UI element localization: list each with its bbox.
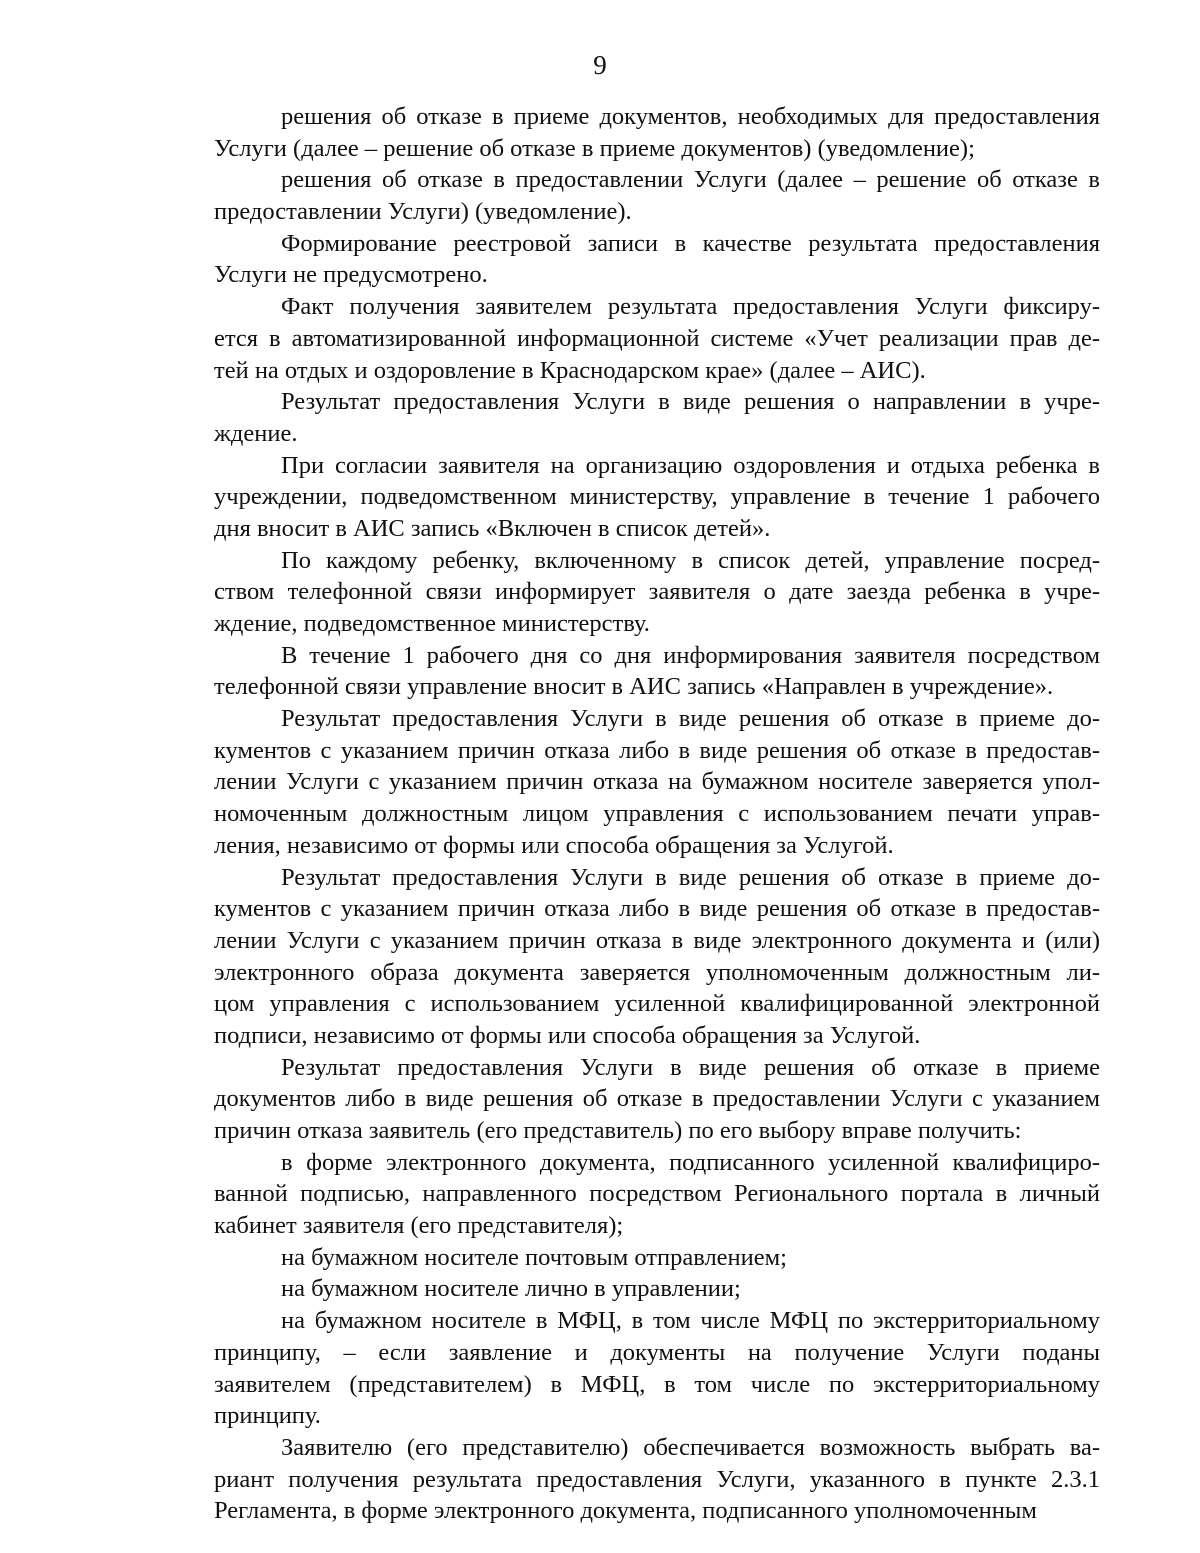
paragraph — [214, 101, 1100, 164]
text-line: риант получения результата предоставления Услуги, указанного в пункте 2.3.1 — [214, 1465, 1100, 1493]
text-line: В течение 1 рабочего дня со дня информирования заявителя посредством — [281, 641, 1100, 669]
text-line: цом управления с использованием усиленной квалифицированной электронной — [214, 990, 1100, 1018]
text-line: дня вносит в АИС запись «Включен в список детей». — [214, 514, 771, 542]
text-line: Результат предоставления Услуги в виде решения об отказе в приеме до- — [281, 705, 1100, 733]
text-line: принципу. — [214, 1402, 321, 1430]
document-body — [214, 101, 1100, 1527]
paragraph — [214, 545, 1100, 640]
text-line: документов либо в виде решения об отказе в предоставлении Услуги с указанием — [214, 1085, 1100, 1113]
text-line: кументов с указанием причин отказа либо в виде решения об отказе в предостав- — [214, 895, 1100, 923]
text-line: ления, независимо от формы или способа обращения за Услугой. — [214, 831, 894, 859]
text-line: в форме электронного документа, подписанного усиленной квалифициро- — [281, 1148, 1100, 1176]
text-line: Результат предоставления Услуги в виде решения об отказе в приеме до- — [281, 863, 1100, 891]
text-line: Услуги не предусмотрено. — [214, 261, 488, 289]
text-line: решения об отказе в приеме документов, необходимых для предоставления — [281, 103, 1100, 130]
text-line: кабинет заявителя (его представителя); — [214, 1212, 624, 1240]
text-line: телефонной связи управление вносит в АИС запись «Направлен в учреждение». — [214, 673, 1054, 701]
text-line: предоставлении Услуги) (уведомление). — [214, 198, 632, 226]
paragraph — [214, 1432, 1100, 1527]
text-line: кументов с указанием причин отказа либо в виде решения об отказе в предостав- — [214, 736, 1100, 764]
text-line: По каждому ребенку, включенному в список детей, управление посред- — [281, 546, 1100, 574]
text-line: ванной подписью, направленного посредством Регионального портала в личный — [214, 1180, 1100, 1208]
text-line: электронного образа документа заверяется уполномоченным должностным ли- — [214, 958, 1100, 986]
text-line: Факт получения заявителем результата предоставления Услуги фиксиру- — [281, 293, 1100, 321]
paragraph — [214, 386, 1100, 449]
text-line: на бумажном носителе лично в управлении; — [281, 1275, 741, 1303]
paragraph — [214, 1147, 1100, 1242]
text-line: на бумажном носителе в МФЦ, в том числе МФЦ по экстерриториальному — [281, 1307, 1100, 1335]
text-line: на бумажном носителе почтовым отправлением; — [281, 1243, 787, 1271]
paragraph — [214, 450, 1100, 545]
text-line: Формирование реестровой записи в качестве результата предоставления — [281, 229, 1100, 257]
paragraph — [214, 1305, 1100, 1432]
text-line: заявителем (представителем) в МФЦ, в том числе по экстерриториальному — [214, 1370, 1100, 1398]
paragraph — [214, 1242, 1100, 1274]
text-line: Заявителю (его представителю) обеспечивается возможность выбрать ва- — [281, 1433, 1100, 1461]
text-line: Услуги (далее – решение об отказе в приеме документов) (уведомление); — [214, 134, 975, 162]
text-line: номоченным должностным лицом управления с использованием печати управ- — [214, 800, 1100, 828]
paragraph — [214, 640, 1100, 703]
text-line: ждение, подведомственное министерству. — [214, 610, 650, 637]
text-line: учреждении, подведомственном министерству, управление в течение 1 рабочего — [214, 483, 1100, 511]
text-line: лении Услуги с указанием причин отказа в виде электронного документа и (или) — [214, 926, 1100, 954]
text-line: лении Услуги с указанием причин отказа на бумажном носителе заверяется упол- — [214, 768, 1100, 796]
paragraph — [214, 164, 1100, 227]
text-line: Регламента, в форме электронного документа, подписанного уполномоченным — [214, 1497, 1037, 1525]
paragraph — [214, 703, 1100, 861]
text-line: Результат предоставления Услуги в виде решения о направлении в учре- — [281, 388, 1100, 416]
paragraph — [214, 228, 1100, 291]
page-number: 9 — [593, 50, 607, 80]
text-line: принципу, – если заявление и документы на получение Услуги поданы — [214, 1338, 1100, 1366]
text-line: подписи, независимо от формы или способа обращения за Услугой. — [214, 1021, 921, 1049]
text-line: тей на отдых и оздоровление в Краснодарском крае» (далее – АИС). — [214, 356, 926, 384]
paragraph — [214, 1273, 1100, 1305]
text-line: причин отказа заявитель (его представитель) по его выбору вправе получить: — [214, 1117, 1022, 1144]
text-line: ется в автоматизированной информационной системе «Учет реализации прав де- — [214, 324, 1100, 352]
paragraph — [214, 862, 1100, 1052]
text-line: решения об отказе в предоставлении Услуги (далее – решение об отказе в — [281, 166, 1100, 194]
text-line: ством телефонной связи информирует заявителя о дате заезда ребенка в учре- — [214, 578, 1100, 606]
text-line: Результат предоставления Услуги в виде решения об отказе в приеме — [281, 1053, 1100, 1081]
paragraph — [214, 1052, 1100, 1147]
paragraph — [214, 291, 1100, 386]
text-line: При согласии заявителя на организацию оздоровления и отдыха ребенка в — [281, 451, 1100, 479]
text-line: ждение. — [214, 419, 298, 447]
